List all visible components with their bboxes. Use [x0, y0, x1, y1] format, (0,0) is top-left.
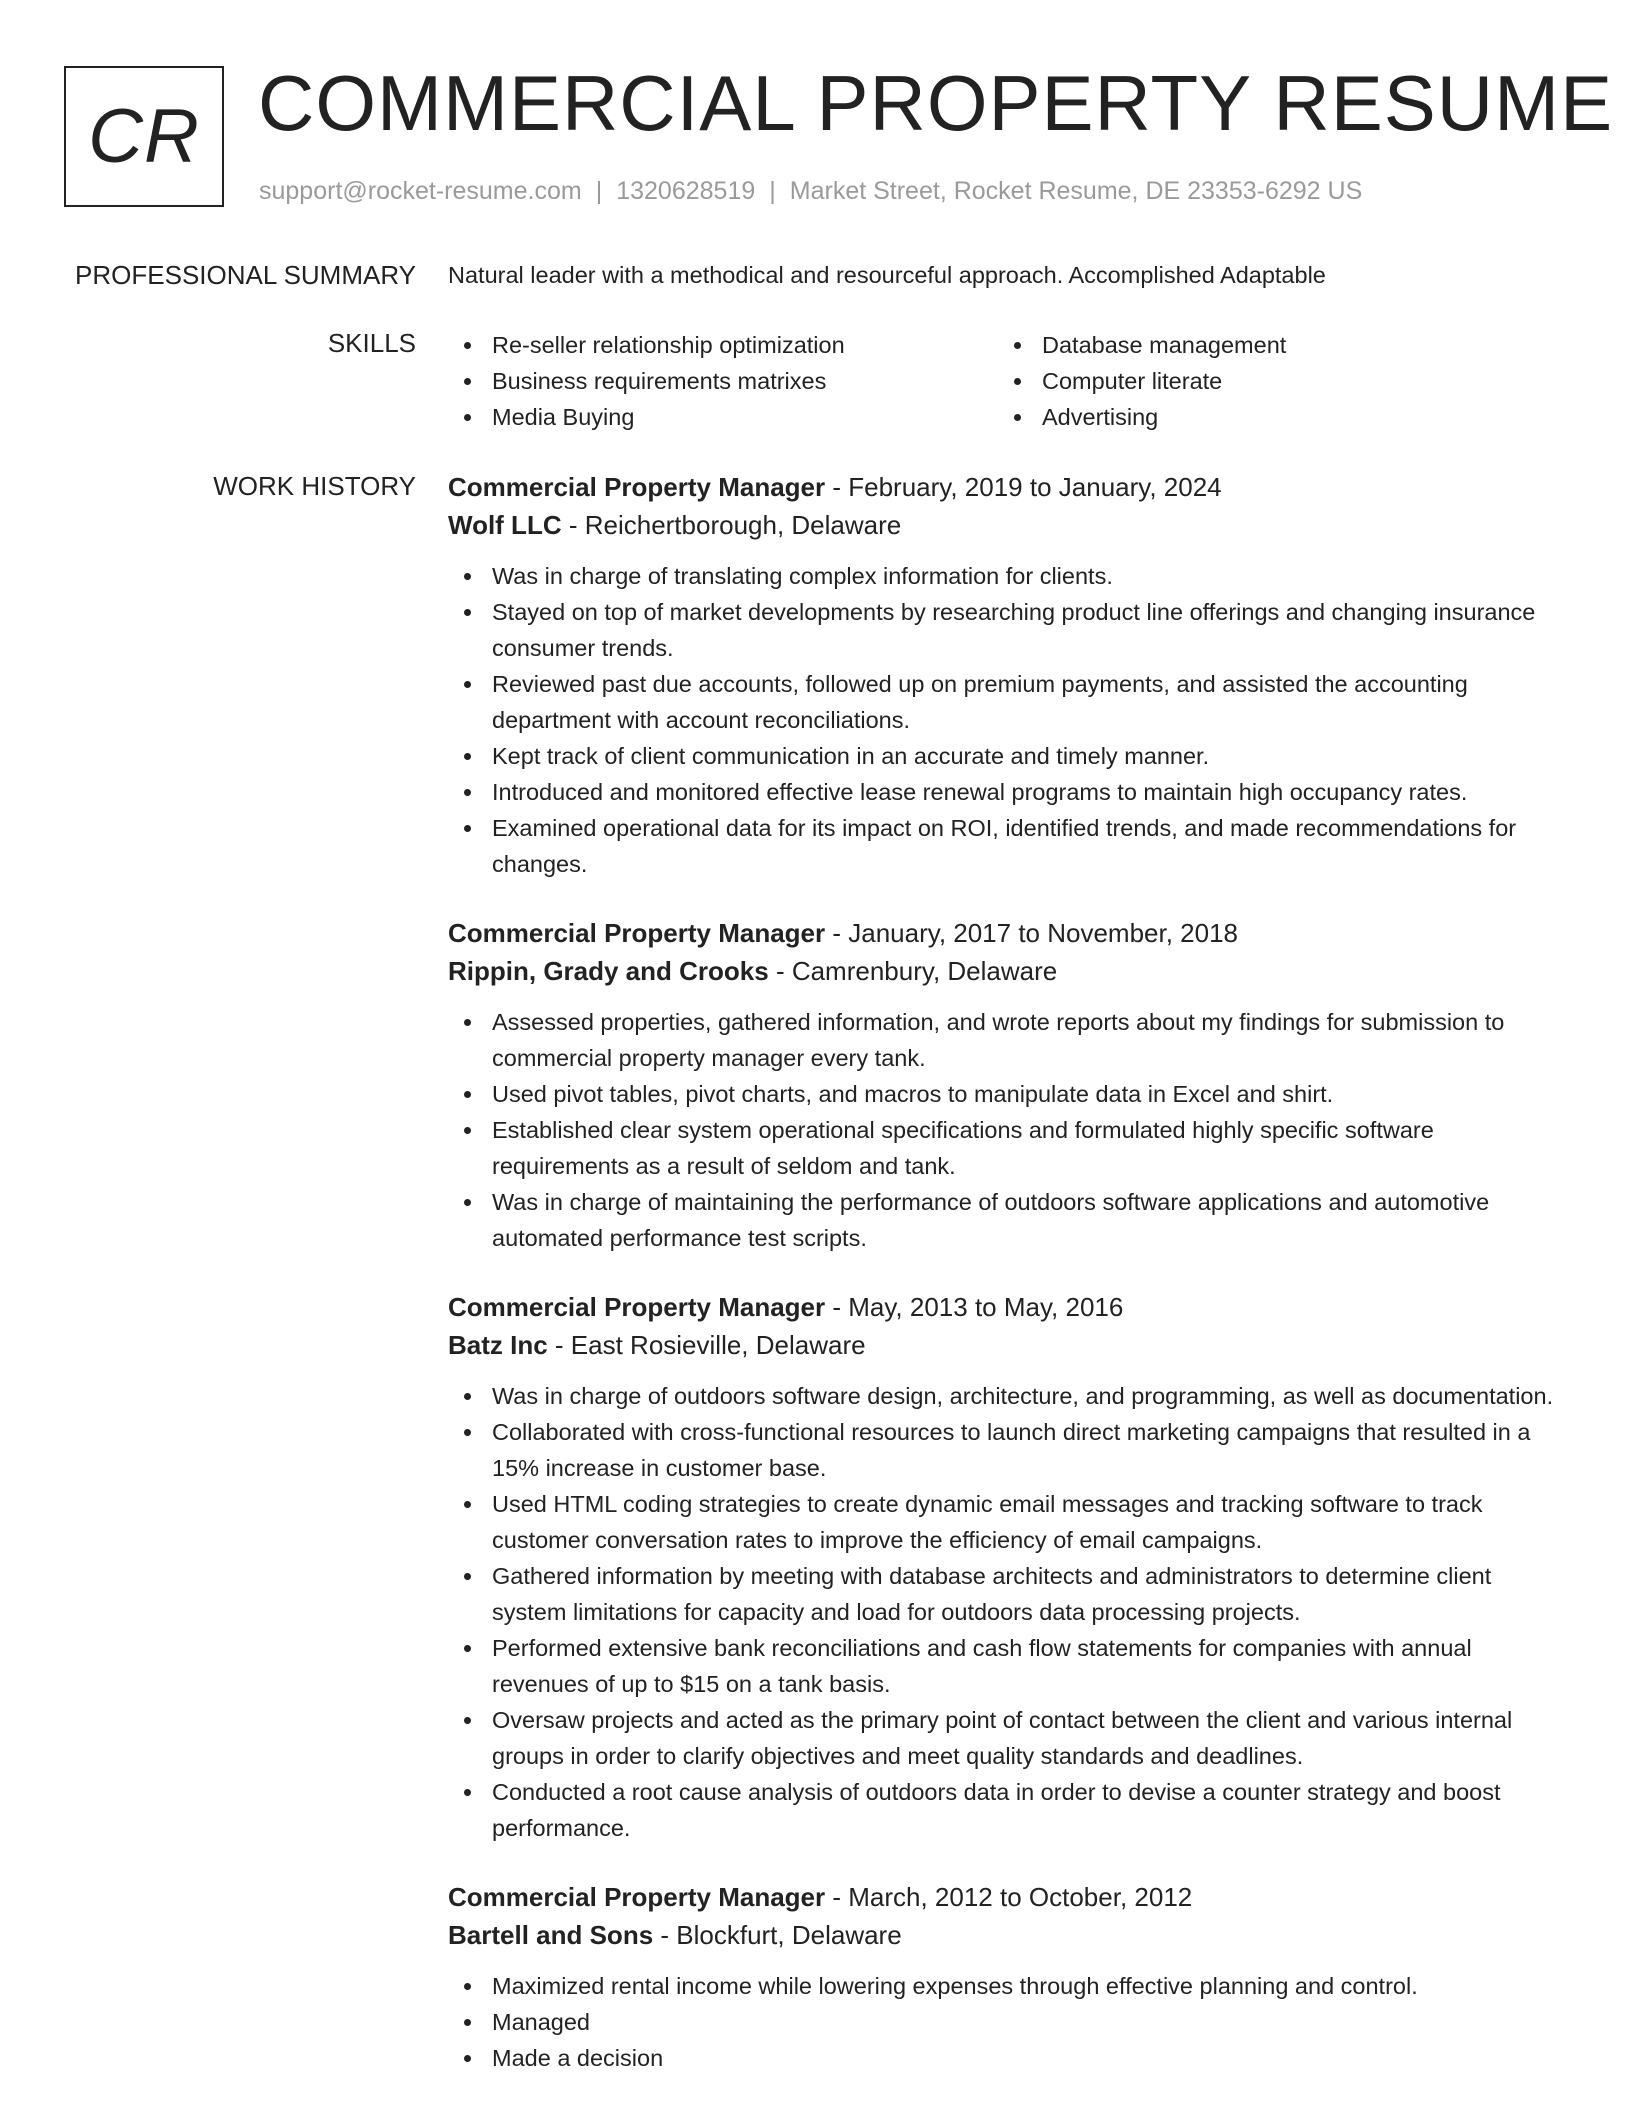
skill-item: Computer literate: [998, 363, 1548, 399]
job-bullet: Was in charge of translating complex information for clients.: [448, 558, 1568, 594]
summary-label: PROFESSIONAL SUMMARY: [75, 260, 416, 290]
job-bullets: [448, 558, 1568, 882]
job-bullets: [448, 1004, 1568, 1256]
job-company-line: [448, 1916, 1568, 1954]
job-bullet: Kept track of client communication in an accurate and timely manner.: [448, 738, 1568, 774]
skills-column-1: [448, 327, 998, 435]
job-dates: - March, 2012 to October, 2012: [825, 1882, 1193, 1912]
contact-email[interactable]: support@rocket-resume.com: [259, 177, 582, 205]
job-bullet: Maximized rental income while lowering expenses through effective planning and control.: [448, 1968, 1568, 2004]
job-title-line: [448, 1878, 1568, 1916]
job-bullets: [448, 1968, 1568, 2076]
job-title: Commercial Property Manager: [448, 1292, 826, 1322]
job-location: - Reichertborough, Delaware: [561, 510, 902, 540]
resume-title: COMMERCIAL PROPERTY RESUME: [258, 59, 1614, 147]
job-company-line: [448, 1326, 1568, 1364]
job-bullet: Assessed properties, gathered information, and wrote reports about my findings for submission to commercial property manager every tank.: [448, 1004, 1568, 1076]
job-title-line: [448, 468, 1568, 506]
work-history-label: WORK HISTORY: [213, 471, 416, 501]
job-dates: - May, 2013 to May, 2016: [825, 1292, 1124, 1322]
job-dates: - February, 2019 to January, 2024: [825, 472, 1222, 502]
job-company: Wolf LLC: [448, 510, 562, 540]
job-bullet: Used pivot tables, pivot charts, and macros to manipulate data in Excel and shirt.: [448, 1076, 1568, 1112]
job-location: - Blockfurt, Delaware: [653, 1920, 902, 1950]
job-title: Commercial Property Manager: [448, 472, 826, 502]
contact-line: [259, 177, 1362, 206]
monogram-badge: CR: [64, 66, 224, 207]
job-title-line: [448, 914, 1568, 952]
job-bullet: Was in charge of maintaining the performance of outdoors software applications and automotive automated performance test scripts.: [448, 1184, 1568, 1256]
job-bullet: Reviewed past due accounts, followed up on premium payments, and assisted the accounting department with account reconciliations.: [448, 666, 1568, 738]
contact-separator: |: [769, 177, 776, 205]
job-company: Batz Inc: [448, 1330, 548, 1360]
skills-list: [448, 327, 1568, 435]
job-bullet: Introduced and monitored effective lease renewal programs to maintain high occupancy rates.: [448, 774, 1568, 810]
job-bullet: Performed extensive bank reconciliations and cash flow statements for companies with annual revenues of up to $15 on a tank basis.: [448, 1630, 1568, 1702]
job-entry: [448, 1288, 1568, 1846]
job-company: Rippin, Grady and Crooks: [448, 956, 769, 986]
skill-item: Advertising: [998, 399, 1548, 435]
job-bullet: Gathered information by meeting with database architects and administrators to determine client system limitations for capacity and load for outdoors data processing projects.: [448, 1558, 1568, 1630]
job-entry: [448, 1878, 1568, 2076]
skills-label: SKILLS: [327, 328, 416, 358]
job-bullets: [448, 1378, 1568, 1846]
skills-column-2: [998, 327, 1548, 435]
job-bullet: Was in charge of outdoors software design, architecture, and programming, as well as documentation.: [448, 1378, 1568, 1414]
contact-address: Market Street, Rocket Resume, DE 23353-6292 US: [789, 177, 1363, 205]
job-bullet: Stayed on top of market developments by researching product line offerings and changing insurance consumer trends.: [448, 594, 1568, 666]
job-bullet: Made a decision: [448, 2040, 1568, 2076]
skill-item: Database management: [998, 327, 1548, 363]
job-bullet: Conducted a root cause analysis of outdoors data in order to devise a counter strategy and boost performance.: [448, 1774, 1568, 1846]
skill-item: Re-seller relationship optimization: [448, 327, 998, 363]
work-history: [448, 468, 1568, 2108]
job-bullet: Used HTML coding strategies to create dynamic email messages and tracking software to track customer conversation rates to improve the efficiency of email campaigns.: [448, 1486, 1568, 1558]
job-dates: - January, 2017 to November, 2018: [825, 918, 1239, 948]
job-location: - Camrenbury, Delaware: [768, 956, 1058, 986]
job-title: Commercial Property Manager: [448, 1882, 826, 1912]
contact-separator: |: [595, 177, 603, 205]
job-company: Bartell and Sons: [448, 1920, 654, 1950]
job-bullet: Established clear system operational specifications and formulated highly specific software requirements as a result of seldom and tank.: [448, 1112, 1568, 1184]
job-bullet: Examined operational data for its impact on ROI, identified trends, and made recommendations for changes.: [448, 810, 1568, 882]
job-company-line: [448, 506, 1568, 544]
job-bullet: Managed: [448, 2004, 1568, 2040]
job-company-line: [448, 952, 1568, 990]
summary-text: Natural leader with a methodical and resourceful approach. Accomplished Adaptable: [448, 262, 1326, 288]
job-location: - East Rosieville, Delaware: [547, 1330, 866, 1360]
skill-item: Business requirements matrixes: [448, 363, 998, 399]
skill-item: Media Buying: [448, 399, 998, 435]
job-title-line: [448, 1288, 1568, 1326]
job-title: Commercial Property Manager: [448, 918, 826, 948]
contact-phone[interactable]: 1320628519: [616, 177, 756, 205]
job-entry: [448, 914, 1568, 1256]
job-entry: [448, 468, 1568, 882]
job-bullet: Collaborated with cross-functional resources to launch direct marketing campaigns that resulted in a 15% increase in customer base.: [448, 1414, 1568, 1486]
job-bullet: Oversaw projects and acted as the primary point of contact between the client and various internal groups in order to clarify objectives and meet quality standards and deadlines.: [448, 1702, 1568, 1774]
